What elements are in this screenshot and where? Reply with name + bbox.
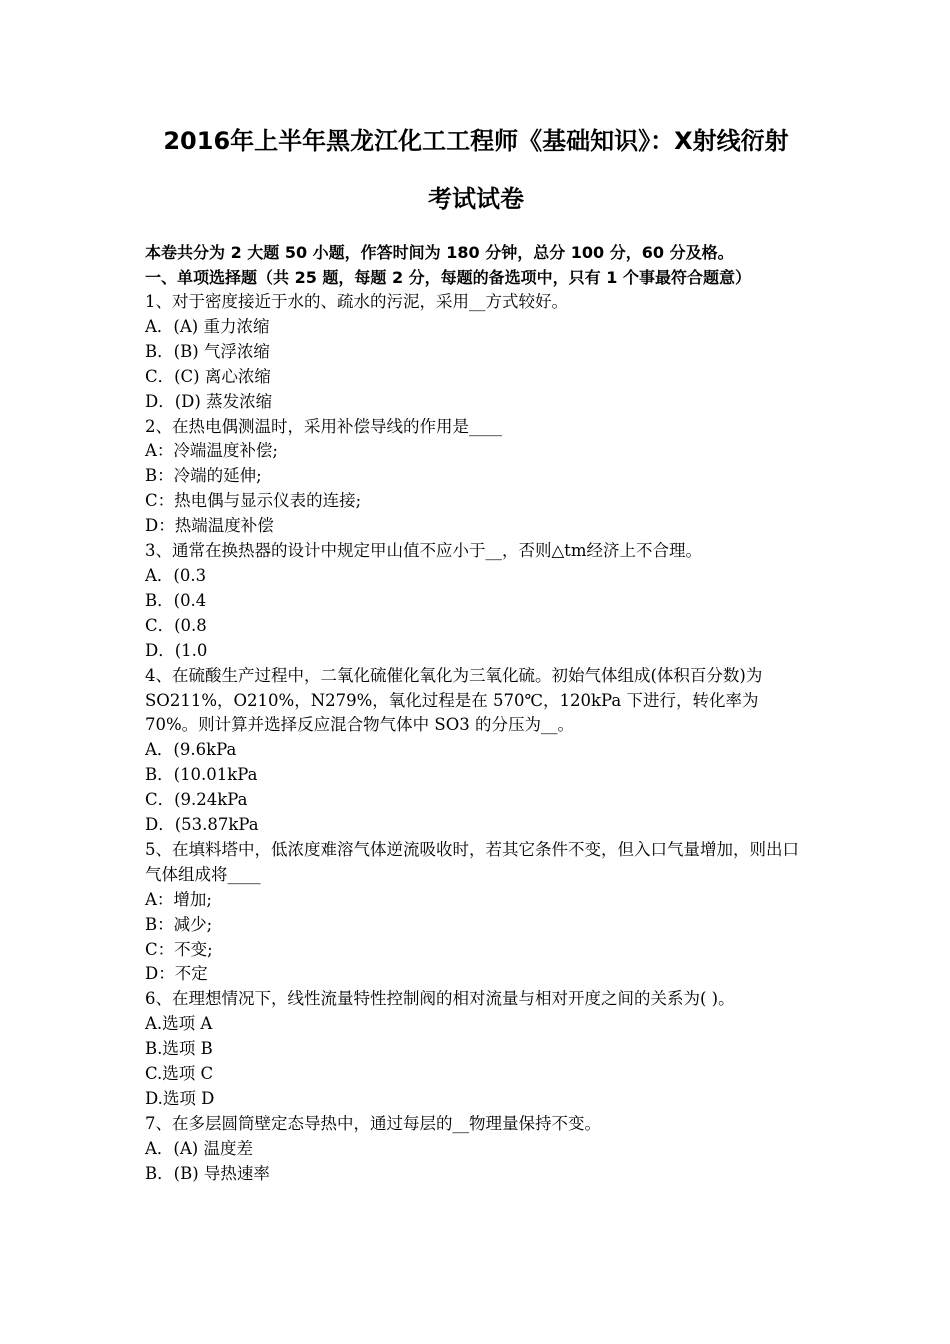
question-option: C：热电偶与显示仪表的连接; <box>145 491 362 511</box>
question-option: C．(C) 离心浓缩 <box>145 366 271 386</box>
exam-intro <box>145 240 807 290</box>
question-option: C．(9.24kPa <box>145 790 248 810</box>
question-option: A．(9.6kPa <box>145 740 237 760</box>
question-option: C．(0.8 <box>145 615 207 635</box>
question-7 <box>145 1112 807 1187</box>
exam-summary: 本卷共分为 2 大题 50 小题，作答时间为 180 分钟，总分 100 分，60 分及格。 <box>145 243 734 262</box>
question-stem: 2、在热电偶测温时，采用补偿导线的作用是____ <box>145 416 502 436</box>
document-page <box>145 112 807 1187</box>
question-3 <box>145 539 807 664</box>
question-5 <box>145 838 807 987</box>
question-stem: 1、对于密度接近于水的、疏水的污泥，采用__方式较好。 <box>145 292 568 311</box>
question-1 <box>145 290 807 415</box>
question-stem: 3、通常在换热器的设计中规定甲山值不应小于__，否则△tm经济上不合理。 <box>145 541 702 561</box>
question-option: B．(0.4 <box>145 590 207 610</box>
question-option: C.选项 C <box>145 1064 214 1084</box>
question-option: B.选项 B <box>145 1039 213 1059</box>
title-line-1: 2016年上半年黑龙江化工工程师《基础知识》：X射线衍射 <box>163 127 789 155</box>
question-option: A：增加; <box>145 889 212 909</box>
title-line-2: 考试试卷 <box>428 185 524 213</box>
question-option: A．(A) 温度差 <box>145 1138 253 1158</box>
question-option: D．(1.0 <box>145 640 208 660</box>
question-stem: 7、在多层圆筒壁定态导热中，通过每层的__物理量保持不变。 <box>145 1113 601 1133</box>
question-option: B．(B) 导热速率 <box>145 1163 270 1183</box>
question-option: B：减少; <box>145 914 213 934</box>
question-option: D：不定 <box>145 964 208 984</box>
question-option: A．(0.3 <box>145 565 207 585</box>
question-option: A．(A) 重力浓缩 <box>145 316 270 336</box>
question-6 <box>145 987 807 1112</box>
question-option: B．(B) 气浮浓缩 <box>145 341 270 361</box>
question-stem: 4、在硫酸生产过程中，二氧化硫催化氧化为三氧化硫。初始气体组成(体积百分数)为 SO211%，O210%，N279%，氧化过程是在 570℃，120kPa 下进行，转化率为 70%。则计算并选择反应混合物气体中 SO3 的分压为__。 <box>145 665 763 735</box>
question-option: D．(53.87kPa <box>145 815 259 835</box>
question-option: A.选项 A <box>145 1014 213 1034</box>
question-option: D.选项 D <box>145 1089 215 1108</box>
question-option: B．(10.01kPa <box>145 765 258 785</box>
question-4 <box>145 664 807 838</box>
question-stem: 5、在填料塔中，低浓度难溶气体逆流吸收时，若其它条件不变，但入口气量增加，则出口气体组成将____ <box>145 839 799 884</box>
question-2 <box>145 415 807 540</box>
question-option: A：冷端温度补偿; <box>145 441 278 461</box>
question-list <box>145 290 807 1187</box>
question-stem: 6、在理想情况下，线性流量特性控制阀的相对流量与相对开度之间的关系为( )。 <box>145 989 735 1009</box>
question-option: D．(D) 蒸发浓缩 <box>145 391 273 411</box>
question-option: D：热端温度补偿 <box>145 516 274 536</box>
question-option: C：不变; <box>145 939 213 959</box>
section-heading: 一、单项选择题（共 25 题，每题 2 分，每题的备选项中，只有 1 个事最符合题意） <box>145 268 751 287</box>
document-title <box>145 112 807 228</box>
question-option: B：冷端的延伸; <box>145 466 262 486</box>
